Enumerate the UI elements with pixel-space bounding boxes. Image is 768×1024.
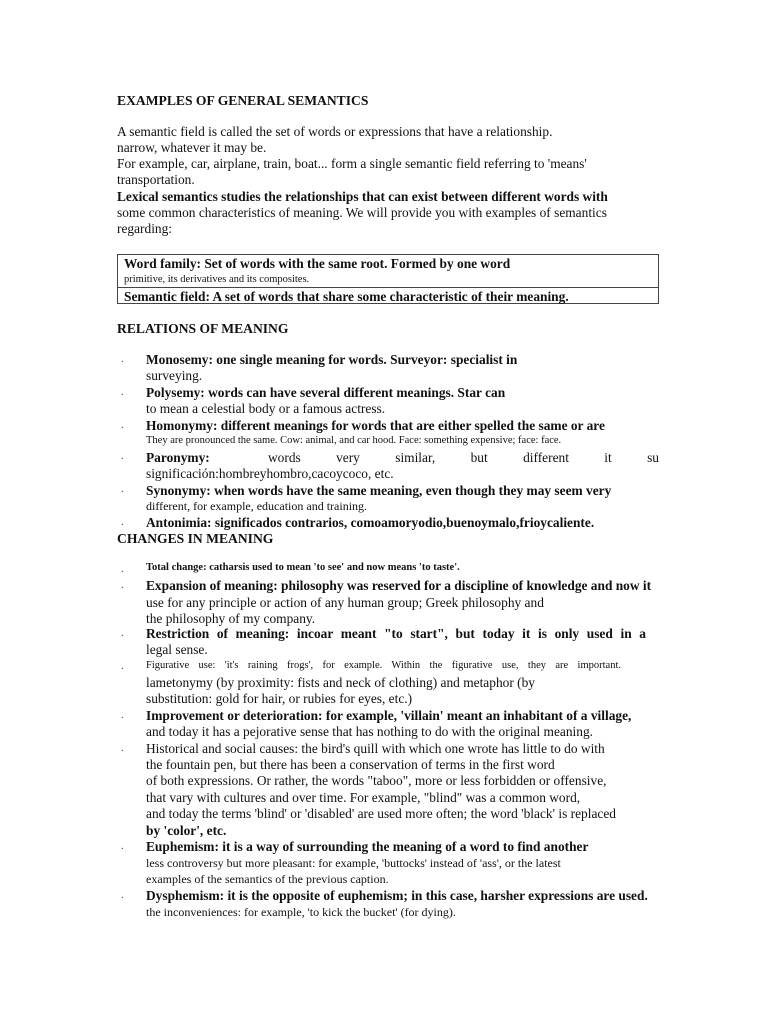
relation-antonimia: Antonimia: significados contrarios, comoamoryodio,buenoymalo,frioycaliente. (146, 515, 595, 530)
changes-heading: CHANGES IN MEANING (117, 531, 274, 546)
definition-table (117, 254, 659, 304)
change-expansion: Expansion of meaning: philosophy was reserved for a discipline of knowledge and now it (146, 578, 652, 593)
relations-heading: RELATIONS OF MEANING (117, 321, 289, 336)
relation-paronymy-text: words very similar, but different it su (268, 450, 659, 465)
change-total: Total change: catharsis used to mean 'to see' and now means 'to taste'. (146, 562, 460, 573)
change-euphemism-cont: less controversy but more pleasant: for example, 'buttocks' instead of 'ass', or the latest (146, 856, 561, 870)
relation-homonymy-cont: They are pronounced the same. Cow: animal, and car hood. Face: something expensive; face: face. (146, 435, 562, 446)
bullet-marker: . (121, 484, 124, 495)
change-historical-cont: that vary with cultures and over time. For example, "blind" was a common word, (146, 790, 581, 805)
table-divider (118, 287, 658, 288)
change-euphemism-cont: examples of the semantics of the previous caption. (146, 872, 389, 886)
intro-line: regarding: (117, 221, 173, 236)
bullet-marker: . (121, 628, 124, 639)
change-restriction-cont: legal sense. (146, 642, 208, 657)
table-row1-rest: primitive, its derivatives and its composites. (124, 274, 310, 285)
change-dysphemism: Dysphemism: it is the opposite of euphemism; in this case, harsher expressions are used. (146, 888, 648, 903)
document-title: EXAMPLES OF GENERAL SEMANTICS (117, 93, 369, 108)
relation-polysemy-cont: to mean a celestial body or a famous actress. (146, 401, 386, 416)
change-improvement: Improvement or deterioration: for example, 'villain' meant an inhabitant of a village, (146, 708, 632, 723)
change-historical-cont: of both expressions. Or rather, the words "taboo", more or less forbidden or offensive, (146, 773, 607, 788)
intro-line: some common characteristics of meaning. We will provide you with examples of semantics (117, 205, 607, 220)
bullet-marker: . (121, 564, 124, 575)
relation-paronymy-term: Paronymy: (146, 450, 210, 465)
change-figurative-cont: substitution: gold for hair, or rubies for eyes, etc.) (146, 691, 413, 706)
bullet-marker: . (121, 580, 124, 591)
change-historical: Historical and social causes: the bird's quill with which one wrote has little to do with (146, 741, 605, 756)
change-expansion-cont: use for any principle or action of any human group; Greek philosophy and (146, 595, 544, 610)
relation-synonymy: Synonymy: when words have the same meaning, even though they may seem very (146, 483, 612, 498)
intro-line: A semantic field is called the set of words or expressions that have a relationship. (117, 124, 553, 139)
relation-paronymy-cont: significación:hombreyhombro,cacoycoco, etc. (146, 466, 394, 481)
relation-monosemy: Monosemy: one single meaning for words. Surveyor: specialist in (146, 352, 518, 367)
change-figurative: Figurative use: 'it's raining frogs', for example. Within the figurative use, they are important. (146, 660, 621, 671)
change-historical-cont: and today the terms 'blind' or 'disabled' are used more often; the word 'black' is replaced (146, 806, 616, 821)
bullet-marker: . (121, 451, 124, 462)
bullet-marker: . (121, 743, 124, 754)
bullet-marker: . (121, 661, 124, 672)
intro-line-bold: Lexical semantics studies the relationships that can exist between different words with (117, 189, 608, 204)
relation-homonymy: Homonymy: different meanings for words that are either spelled the same or are (146, 418, 605, 433)
bullet-marker: . (121, 890, 124, 901)
change-historical-cont: by 'color', etc. (146, 823, 227, 838)
change-restriction: Restriction of meaning: incoar meant "to start", but today it is only used in a (146, 626, 646, 641)
bullet-marker: . (121, 841, 124, 852)
bullet-marker: . (121, 710, 124, 721)
change-dysphemism-cont: the inconveniences: for example, 'to kick the bucket' (for dying). (146, 905, 456, 919)
change-expansion-cont: the philosophy of my company. (146, 611, 316, 626)
relation-polysemy: Polysemy: words can have several different meanings. Star can (146, 385, 506, 400)
table-row2-bold: Semantic field: A set of words that share some characteristic of their meaning. (124, 289, 569, 304)
relation-monosemy-cont: surveying. (146, 368, 203, 383)
bullet-marker: . (121, 354, 124, 365)
change-historical-cont: the fountain pen, but there has been a conservation of terms in the first word (146, 757, 555, 772)
bullet-marker: . (121, 387, 124, 398)
intro-line: For example, car, airplane, train, boat... form a single semantic field referring to 'means' (117, 156, 587, 171)
table-row1-bold: Word family: Set of words with the same root. Formed by one word (124, 256, 511, 271)
bullet-marker: . (121, 420, 124, 431)
bullet-marker: . (121, 517, 124, 528)
intro-line: narrow, whatever it may be. (117, 140, 267, 155)
change-figurative-cont: lametonymy (by proximity: fists and neck of clothing) and metaphor (by (146, 675, 535, 690)
change-improvement-cont: and today it has a pejorative sense that has nothing to do with the original meaning. (146, 724, 593, 739)
intro-line: transportation. (117, 172, 195, 187)
change-euphemism: Euphemism: it is a way of surrounding the meaning of a word to find another (146, 839, 589, 854)
relation-synonymy-cont: different, for example, education and training. (146, 499, 368, 513)
